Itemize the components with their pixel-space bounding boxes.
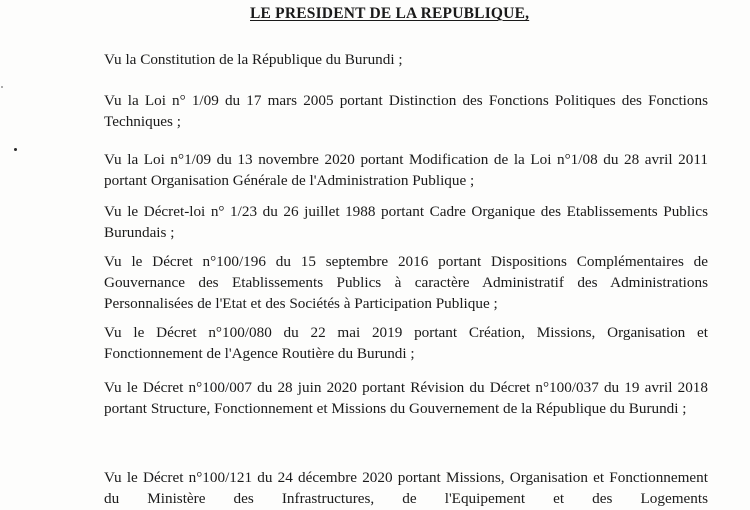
visa-paragraph-8: Vu le Décret n°100/121 du 24 décembre 2020 portant Missions, Organisation et Fonctionnement du Ministère des Infrastructures, de l'Equipement et des Logements (104, 469, 708, 507)
visa-paragraph-6: Vu le Décret n°100/080 du 22 mai 2019 portant Création, Missions, Organisation et Fonctionnement de l'Agence Routière du Burundi ; (104, 324, 708, 362)
scan-speck (14, 148, 17, 151)
visa-paragraph-3: Vu la Loi n°1/09 du 13 novembre 2020 portant Modification de la Loi n°1/08 du 28 avril 2011 portant Organisation Générale de l'Administration Publique ; (104, 151, 708, 189)
visa-paragraph-2: Vu la Loi n° 1/09 du 17 mars 2005 portant Distinction des Fonctions Politiques des Fonctions Techniques ; (104, 92, 708, 130)
visa-paragraph-7: Vu le Décret n°100/007 du 28 juin 2020 portant Révision du Décret n°100/037 du 19 avril 2018 portant Structure, Fonctionnement et Missions du Gouvernement de la République du Burundi ; (104, 379, 708, 417)
scan-speck (1, 86, 3, 88)
visa-paragraph-5: Vu le Décret n°100/196 du 15 septembre 2016 portant Dispositions Complémentaires de Gouvernance des Etablissements Publics à caractère Administratif des Administrations Personnalisées de l'Etat et des Sociétés à Participation Publique ; (104, 253, 708, 312)
visa-paragraph-4: Vu le Décret-loi n° 1/23 du 26 juillet 1988 portant Cadre Organique des Etablissements Publics Burundais ; (104, 203, 708, 241)
document-title: LE PRESIDENT DE LA REPUBLIQUE, (250, 5, 530, 22)
visa-paragraph-1: Vu la Constitution de la République du Burundi ; (104, 51, 403, 68)
